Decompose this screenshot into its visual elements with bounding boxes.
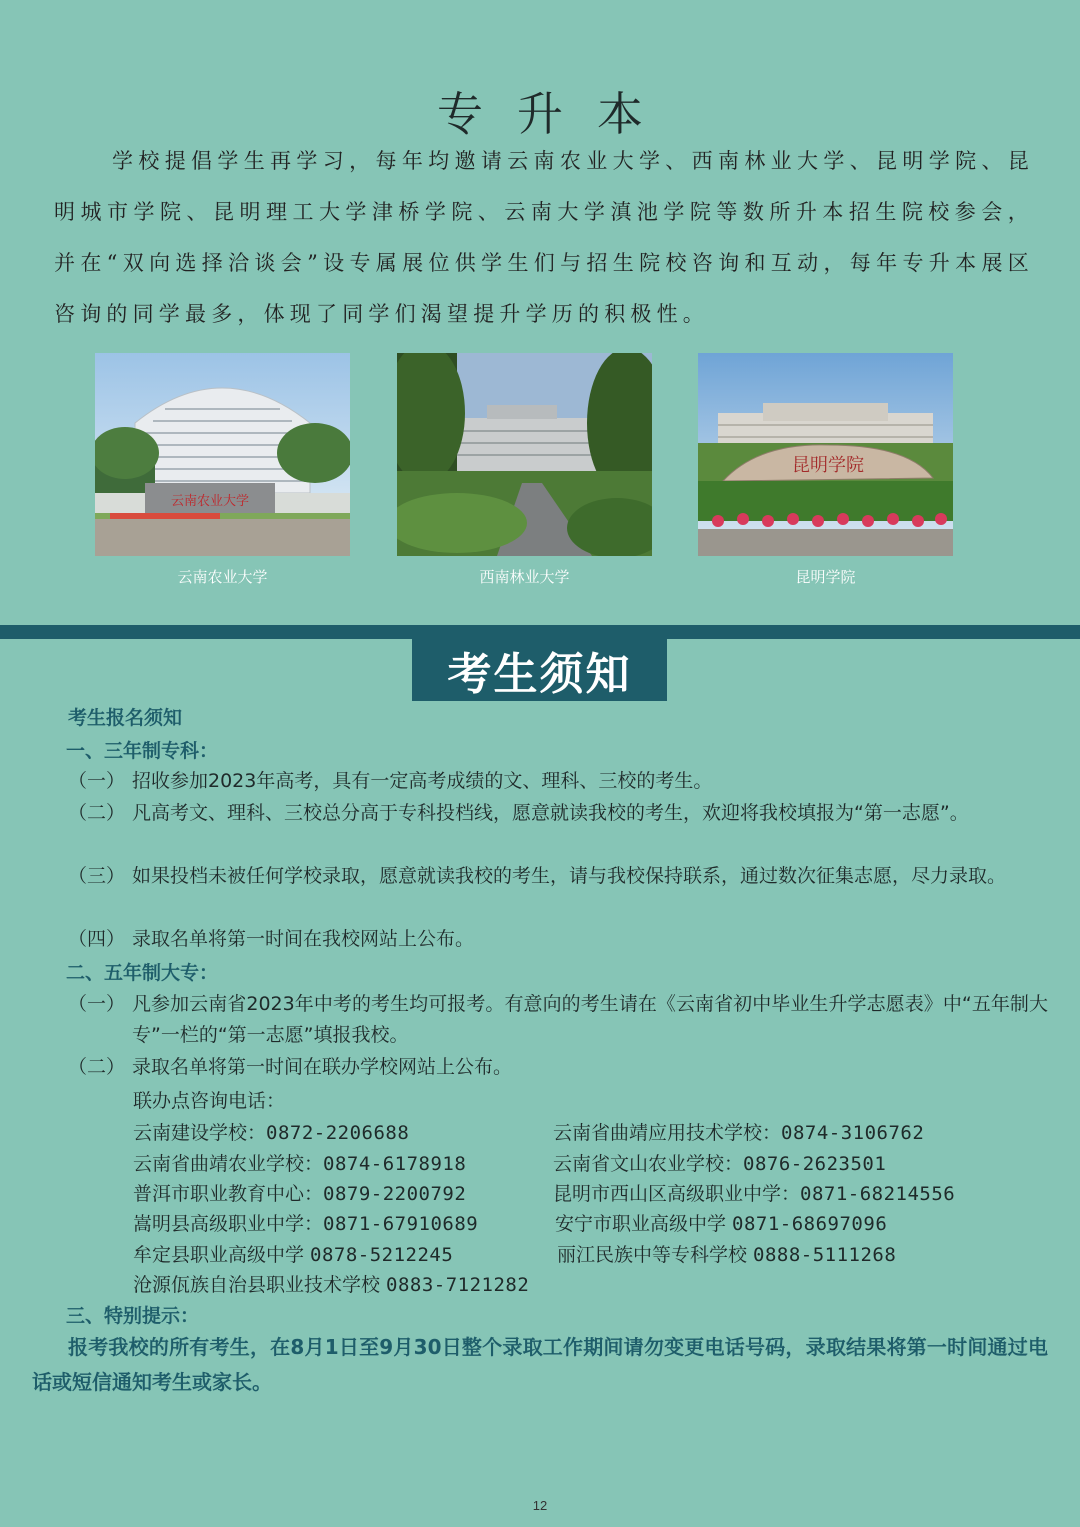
photo-sign-text: 云南农业大学 <box>170 494 250 509</box>
photo-kunming-university <box>698 353 953 556</box>
contact-school: 沧源佤族自治县职业技术学校 <box>133 1274 387 1296</box>
list-item-text: 如果投档未被任何学校录取，愿意就读我校的考生，请与我校保持联系，通过数次征集志愿，尽力录取。 <box>132 865 1007 887</box>
list-item-number: （三） <box>68 865 126 887</box>
contact-phone: 0878-5212245 <box>310 1244 454 1266</box>
list-item-text: 凡高考文、理科、三校总分高于专科投档线，愿意就读我校的考生，欢迎将我校填报为“第一志愿”。 <box>132 802 969 824</box>
contact-entry <box>553 1149 886 1176</box>
contact-phone: 0871-68214556 <box>800 1183 956 1205</box>
contact-phone: 0874-6178918 <box>323 1153 467 1175</box>
photo-caption: 西南林业大学 <box>479 569 570 586</box>
contact-school: 普洱市职业教育中心： <box>133 1183 324 1205</box>
contact-school: 牟定县职业高级中学 <box>133 1244 311 1266</box>
contact-phone: 0879-2200792 <box>323 1183 467 1205</box>
section-divider <box>0 625 1080 639</box>
list-item <box>68 1052 1048 1083</box>
section-heading-five-year: 二、五年制大专： <box>66 962 219 984</box>
campus-building-illustration <box>95 353 350 556</box>
contact-school: 云南建设学校： <box>133 1122 267 1144</box>
list-item-number: （一） <box>68 993 126 1015</box>
list-item-text: 录取名单将第一时间在我校网站上公布。 <box>132 928 475 950</box>
list-item-number: （二） <box>68 802 126 824</box>
contact-entry <box>557 1240 896 1267</box>
contact-school: 云南省曲靖应用技术学校： <box>553 1122 782 1144</box>
contact-entry <box>553 1118 924 1145</box>
notice-banner-title: 考生须知 <box>447 649 632 700</box>
contact-entry <box>133 1209 478 1236</box>
contact-entry <box>553 1179 955 1206</box>
section-heading-three-year: 一、三年制专科： <box>66 740 219 762</box>
photo-southwest-forestry-university <box>397 353 652 556</box>
campus-building-illustration <box>698 353 953 556</box>
list-item <box>68 766 1048 797</box>
contact-phone: 0871-67910689 <box>323 1213 479 1235</box>
contact-school: 嵩明县高级职业中学： <box>133 1213 324 1235</box>
contact-entry <box>133 1149 466 1176</box>
contact-phone: 0872-2206688 <box>266 1122 410 1144</box>
contact-phone: 0883-7121282 <box>386 1274 530 1296</box>
contact-phone: 0874-3106762 <box>781 1122 925 1144</box>
section-title: 专升本 <box>437 87 677 141</box>
contact-entry <box>133 1179 466 1206</box>
contact-school: 云南省文山农业学校： <box>553 1153 744 1175</box>
contact-phone: 0888-5111268 <box>753 1244 897 1266</box>
photo-caption: 昆明学院 <box>795 569 856 586</box>
intro-paragraph: 学校提倡学生再学习，每年均邀请云南农业大学、西南林业大学、昆明学院、昆明城市学院、昆明理工大学津桥学院、云南大学滇池学院等数所升本招生院校参会，并在“双向选择洽谈会”设专属展位供学生们与招生院校咨询和互动，每年专升本展区咨询的同学最多，体现了同学们渴望提升学历的积极性。 <box>54 149 1034 326</box>
contact-entry <box>133 1270 529 1297</box>
photo-sign-text: 昆明学院 <box>792 455 864 476</box>
list-item-number: （二） <box>68 1056 126 1078</box>
list-item-text: 招收参加2023年高考，具有一定高考成绩的文、理科、三校的考生。 <box>132 770 713 792</box>
contact-phone: 0876-2623501 <box>743 1153 887 1175</box>
list-item <box>68 861 1048 892</box>
page-number: 12 <box>532 1498 548 1513</box>
list-item-text: 凡参加云南省2023年中考的考生均可报考。有意向的考生请在《云南省初中毕业生升学志愿表》中“五年制大专”一栏的“第一志愿”填报我校。 <box>132 993 1048 1046</box>
special-notice-text: 报考我校的所有考生，在8月1日至9月30日整个录取工作期间请勿变更电话号码，录取结果将第一时间通过电话或短信通知考生或家长。 <box>32 1335 1048 1394</box>
contact-school: 云南省曲靖农业学校： <box>133 1153 324 1175</box>
contact-entry <box>133 1240 453 1267</box>
contact-phone: 0871-68697096 <box>732 1213 888 1235</box>
list-item <box>68 798 1048 829</box>
contact-heading: 联办点咨询电话： <box>133 1090 286 1112</box>
photo-yunnan-agricultural-university <box>95 353 350 556</box>
contact-entry <box>133 1118 409 1145</box>
contact-school: 昆明市西山区高级职业中学： <box>553 1183 801 1205</box>
photo-caption: 云南农业大学 <box>177 569 268 586</box>
notice-heading: 考生报名须知 <box>68 707 183 729</box>
list-item-number: （一） <box>68 770 126 792</box>
campus-building-illustration <box>397 353 652 556</box>
notice-banner <box>412 639 667 701</box>
list-item-text: 录取名单将第一时间在联办学校网站上公布。 <box>132 1056 513 1078</box>
contact-entry <box>555 1209 887 1236</box>
list-item <box>68 989 1048 1051</box>
list-item <box>68 924 1048 955</box>
contact-school: 安宁市职业高级中学 <box>555 1213 733 1235</box>
contact-school: 丽江民族中等专科学校 <box>557 1244 754 1266</box>
section-heading-special-notice: 三、特别提示： <box>66 1305 200 1327</box>
list-item-number: （四） <box>68 928 126 950</box>
